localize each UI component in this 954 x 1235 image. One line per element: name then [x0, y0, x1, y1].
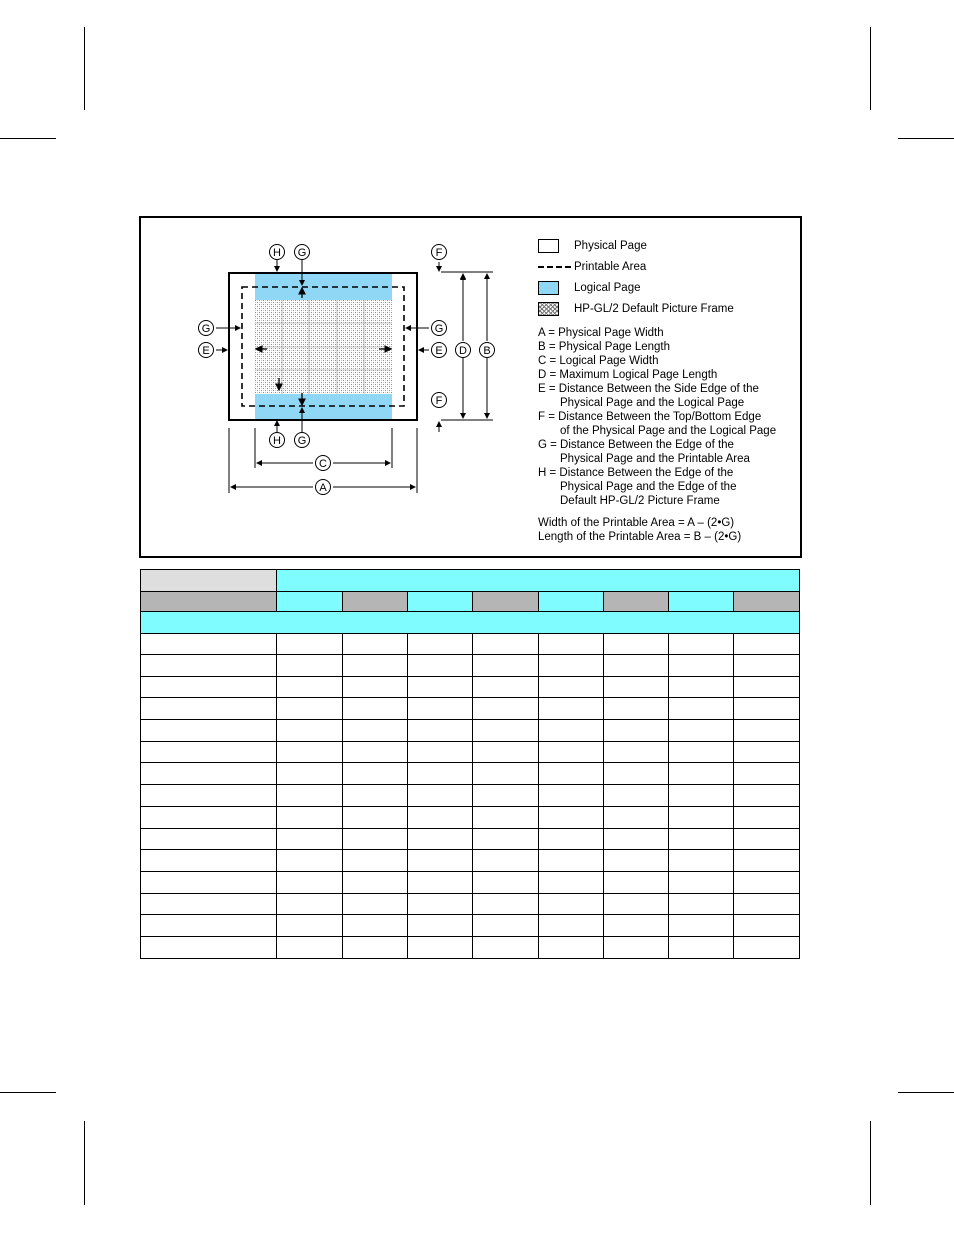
table-row: [141, 655, 800, 677]
table-cell: [277, 592, 343, 612]
table-header-row: [141, 570, 800, 592]
table-cell: [473, 763, 539, 785]
table-cell: [669, 828, 734, 850]
crop-mark-top-right-horizontal: [898, 138, 954, 139]
crop-mark-bottom-right-vertical: [870, 1121, 871, 1205]
table-cell: [734, 763, 800, 785]
marker-e-right-label: E: [435, 345, 443, 357]
table-cell: [669, 698, 734, 720]
table-cell: [141, 720, 277, 742]
table-row: [141, 720, 800, 742]
table-cell: [343, 936, 408, 958]
table-row: [141, 828, 800, 850]
picture-frame-swatch: [538, 302, 559, 316]
table-cell: [141, 570, 277, 592]
table-cell: [669, 785, 734, 807]
table-cell: [539, 850, 604, 872]
table-cell: [669, 806, 734, 828]
table-cell: [277, 936, 343, 958]
table-cell: [669, 936, 734, 958]
table-cell: [734, 592, 800, 612]
table-cell: [408, 871, 473, 893]
table-cell: [539, 871, 604, 893]
marker-f-bottom-label: F: [435, 395, 443, 407]
table-cell: [734, 655, 800, 677]
legend-formula-line: Length of the Printable Area = B – (2•G): [538, 531, 742, 543]
marker-f-top-label: F: [435, 247, 443, 259]
legend-label: HP-GL/2 Default Picture Frame: [574, 303, 734, 315]
table-cell: [734, 785, 800, 807]
table-cell: [669, 850, 734, 872]
table-cell: [473, 850, 539, 872]
table-cell: [473, 676, 539, 698]
table-cell: [141, 785, 277, 807]
legend-definition-line: B = Physical Page Length: [538, 341, 671, 353]
table-row: [141, 871, 800, 893]
legend-definition-line: H = Distance Between the Edge of the: [538, 467, 734, 479]
marker-e-left-label: E: [202, 345, 210, 357]
table-cell: [734, 698, 800, 720]
marker-b-label: B: [483, 345, 491, 357]
table-cell: [141, 655, 277, 677]
table-cell: [277, 763, 343, 785]
table-cell: [473, 592, 539, 612]
legend-definition-line: G = Distance Between the Edge of the: [538, 439, 734, 451]
table-cell: [669, 634, 734, 655]
table-cell: [408, 936, 473, 958]
legend-definition-line: D = Maximum Logical Page Length: [538, 369, 718, 381]
table-row: [141, 936, 800, 958]
table-row: [141, 763, 800, 785]
marker-g-top-label: G: [297, 247, 307, 259]
printable-area-swatch: [538, 266, 571, 268]
table-cell: [669, 720, 734, 742]
legend-definition-line: Default HP-GL/2 Picture Frame: [560, 495, 720, 507]
table-cell: [343, 785, 408, 807]
table-cell: [277, 570, 800, 592]
marker-g-right-label: G: [434, 323, 444, 335]
legend-definition-line: Physical Page and the Logical Page: [560, 397, 745, 409]
legend-definition-line: C = Logical Page Width: [538, 355, 659, 367]
table-cell: [277, 871, 343, 893]
table-cell: [604, 871, 669, 893]
table-cell: [141, 936, 277, 958]
table-cell: [141, 893, 277, 915]
table-cell: [343, 592, 408, 612]
table-cell: [277, 634, 343, 655]
table-cell: [734, 850, 800, 872]
table-cell: [669, 871, 734, 893]
diagram-legend: [538, 238, 798, 544]
table-cell: [343, 915, 408, 937]
table-cell: [539, 828, 604, 850]
table-cell: [734, 828, 800, 850]
table-cell: [473, 720, 539, 742]
table-cell: [604, 915, 669, 937]
table-cell: [473, 893, 539, 915]
table-cell: [604, 634, 669, 655]
table-cell: [141, 763, 277, 785]
table-cell: [277, 676, 343, 698]
table-cell: [473, 698, 539, 720]
table-cell: [539, 634, 604, 655]
table-cell: [669, 915, 734, 937]
table-cell: [539, 806, 604, 828]
marker-g-left-label: G: [201, 323, 211, 335]
table-cell: [473, 828, 539, 850]
legend-definition-line: Physical Page and the Edge of the: [560, 481, 737, 493]
physical-page-swatch: [538, 239, 559, 253]
table-cell: [539, 655, 604, 677]
table-cell: [604, 806, 669, 828]
table-cell: [604, 741, 669, 763]
table-cell: [473, 806, 539, 828]
table-cell: [408, 676, 473, 698]
table-cell: [343, 763, 408, 785]
legend-picture-frame: [538, 301, 798, 322]
crop-mark-bottom-left-vertical: [84, 1121, 85, 1205]
table-cell: [473, 655, 539, 677]
table-cell: [669, 763, 734, 785]
marker-h-bottom-label: H: [273, 435, 281, 447]
table-cell: [343, 676, 408, 698]
table-cell: [669, 655, 734, 677]
table-cell: [343, 655, 408, 677]
table-cell: [604, 676, 669, 698]
table-cell: [604, 720, 669, 742]
legend-formula-line: Width of the Printable Area = A – (2•G): [538, 517, 735, 529]
logical-page-swatch: [538, 281, 559, 295]
table-row: [141, 785, 800, 807]
table-cell: [539, 592, 604, 612]
table-cell: [408, 720, 473, 742]
table-cell: [408, 634, 473, 655]
crop-mark-top-right-vertical: [870, 27, 871, 110]
table-cell: [343, 698, 408, 720]
table-cell: [669, 676, 734, 698]
legend-label: Logical Page: [574, 282, 641, 294]
crop-mark-bottom-left-horizontal: [0, 1092, 56, 1093]
table-cell: [141, 850, 277, 872]
table-row: [141, 850, 800, 872]
legend-definitions: [538, 326, 798, 508]
page-dimensions-table: [140, 569, 800, 959]
table-cell: [734, 634, 800, 655]
table-row: [141, 634, 800, 655]
marker-d-label: D: [459, 345, 467, 357]
legend-label: Physical Page: [574, 240, 647, 252]
legend-logical-page: [538, 280, 798, 301]
table-cell: [473, 915, 539, 937]
table-cell: [141, 592, 277, 612]
table-cell: [734, 741, 800, 763]
table-cell: [277, 850, 343, 872]
table-row: [141, 741, 800, 763]
table-cell: [408, 655, 473, 677]
table-cell: [408, 592, 473, 612]
table-cell: [734, 806, 800, 828]
table-cell: [277, 828, 343, 850]
table-cell: [277, 655, 343, 677]
legend-definition-line: A = Physical Page Width: [538, 327, 664, 339]
marker-g-bottom-label: G: [297, 435, 307, 447]
table-cell: [141, 741, 277, 763]
table-cell: [473, 634, 539, 655]
table-row: [141, 893, 800, 915]
table-cell: [141, 634, 277, 655]
table-cell: [734, 720, 800, 742]
table-cell: [277, 785, 343, 807]
table-cell: [277, 806, 343, 828]
table-cell: [539, 785, 604, 807]
table-cell: [141, 676, 277, 698]
table-cell: [277, 698, 343, 720]
table-cell: [604, 785, 669, 807]
table-cell: [343, 806, 408, 828]
crop-mark-top-left-horizontal: [0, 138, 56, 139]
legend-definition-line: Physical Page and the Printable Area: [560, 453, 750, 465]
crop-mark-bottom-right-horizontal: [898, 1092, 954, 1093]
table-cell: [343, 893, 408, 915]
table-cell: [539, 720, 604, 742]
table-cell: [408, 850, 473, 872]
table-cell: [604, 936, 669, 958]
table-section-row: [141, 612, 800, 634]
table-cell: [669, 893, 734, 915]
marker-h-top-label: H: [273, 247, 281, 259]
table-cell: [734, 871, 800, 893]
table-cell: [539, 741, 604, 763]
table-cell: [539, 915, 604, 937]
table-cell: [734, 676, 800, 698]
page-diagram-figure: [139, 216, 802, 558]
table-cell: [277, 720, 343, 742]
table-cell: [539, 893, 604, 915]
table-cell: [343, 720, 408, 742]
table-cell: [408, 741, 473, 763]
table-cell: [473, 785, 539, 807]
table-cell: [539, 676, 604, 698]
marker-a-label: A: [319, 482, 327, 494]
marker-c-label: C: [319, 458, 327, 470]
table-cell: [343, 871, 408, 893]
table-cell: [604, 893, 669, 915]
table-cell: [539, 698, 604, 720]
table-cell: [473, 936, 539, 958]
legend-printable-area: [538, 259, 798, 280]
table-cell: [343, 634, 408, 655]
table-cell: [408, 828, 473, 850]
table-cell: [408, 893, 473, 915]
table-cell: [141, 698, 277, 720]
table-row: [141, 698, 800, 720]
table-cell: [408, 915, 473, 937]
table-cell: [277, 915, 343, 937]
table-cell: [343, 850, 408, 872]
table-cell: [408, 785, 473, 807]
table-cell: [734, 936, 800, 958]
table-subheader-row: [141, 592, 800, 612]
legend-definition-line: E = Distance Between the Side Edge of the: [538, 383, 759, 395]
legend-label: Printable Area: [574, 261, 647, 273]
table-cell: [408, 698, 473, 720]
table-cell: [141, 612, 800, 634]
table-cell: [734, 915, 800, 937]
crop-mark-top-left-vertical: [84, 27, 85, 110]
table-cell: [669, 592, 734, 612]
table-cell: [343, 828, 408, 850]
table-cell: [734, 893, 800, 915]
table-cell: [604, 850, 669, 872]
table-cell: [539, 936, 604, 958]
table-cell: [669, 741, 734, 763]
legend-definition-line: F = Distance Between the Top/Bottom Edge: [538, 411, 762, 423]
table-cell: [141, 828, 277, 850]
table-cell: [604, 592, 669, 612]
table-cell: [343, 741, 408, 763]
table-cell: [473, 871, 539, 893]
table-cell: [277, 741, 343, 763]
table-cell: [539, 763, 604, 785]
table-cell: [604, 655, 669, 677]
table-cell: [141, 806, 277, 828]
table-cell: [604, 828, 669, 850]
table-cell: [473, 741, 539, 763]
table-cell: [604, 698, 669, 720]
table-cell: [408, 806, 473, 828]
legend-formulas: [538, 516, 798, 544]
table-cell: [141, 871, 277, 893]
table-cell: [141, 915, 277, 937]
legend-definition-line: of the Physical Page and the Logical Page: [560, 425, 777, 437]
legend-physical-page: [538, 238, 798, 259]
table-cell: [277, 893, 343, 915]
table-row: [141, 806, 800, 828]
table-row: [141, 915, 800, 937]
table-cell: [408, 763, 473, 785]
table-row: [141, 676, 800, 698]
table-cell: [604, 763, 669, 785]
